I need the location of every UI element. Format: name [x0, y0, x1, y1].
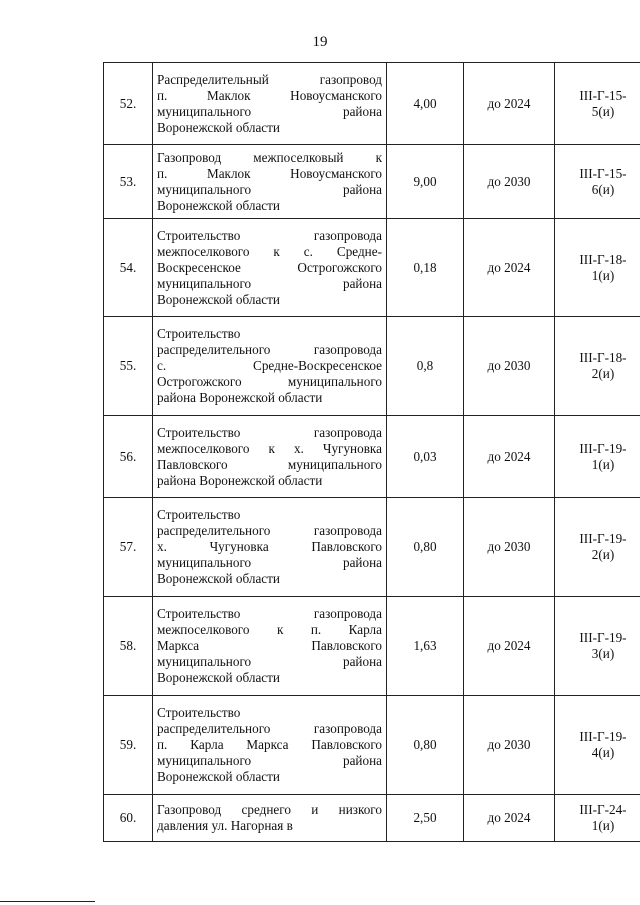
description-line: п. Маклок Новоусманского	[157, 87, 382, 103]
row-code	[555, 416, 640, 498]
row-value: 1,63	[387, 597, 464, 696]
description-line: распределительного газопровода	[157, 523, 382, 538]
table-row	[104, 317, 640, 416]
table-row	[104, 145, 640, 219]
row-deadline: до 2024	[464, 219, 555, 317]
row-number: 55.	[104, 317, 153, 416]
table-row	[104, 498, 640, 597]
row-value: 4,00	[387, 63, 464, 145]
description-line: Строительство	[157, 326, 241, 341]
description-line: межпоселкового к х. Чугуновка	[157, 440, 382, 456]
code-line: 5(и)	[591, 103, 615, 119]
code-line: III-Г-15-	[579, 165, 627, 181]
description-line: муниципального района	[157, 181, 382, 197]
description-line: Газопровод среднего и низкого	[157, 802, 382, 817]
row-description	[153, 795, 387, 842]
code-line: 2(и)	[591, 366, 615, 381]
code-line: 3(и)	[591, 646, 615, 661]
table-body	[104, 63, 640, 842]
description-line: межпоселкового к п. Карла	[157, 622, 382, 637]
row-number: 52.	[104, 63, 153, 145]
row-description	[153, 696, 387, 795]
row-code	[555, 63, 640, 145]
description-line: Воронежской области	[157, 119, 280, 135]
description-line: района Воронежской области	[157, 472, 323, 488]
description-line: района Воронежской области	[157, 390, 323, 405]
description-line: Воронежской области	[157, 670, 280, 685]
row-number: 60.	[104, 795, 153, 842]
row-deadline: до 2024	[464, 416, 555, 498]
description-line: Воронежской области	[157, 769, 280, 784]
description-line: Острогожского муниципального	[157, 374, 382, 389]
row-description	[153, 63, 387, 145]
table-row	[104, 597, 640, 696]
code-line: III-Г-18-	[579, 251, 627, 267]
row-description	[153, 317, 387, 416]
description-line: с. Средне-Воскресенское	[157, 358, 382, 373]
row-number: 57.	[104, 498, 153, 597]
row-description	[153, 498, 387, 597]
description-line: распределительного газопровода	[157, 721, 382, 736]
row-deadline: до 2030	[464, 145, 555, 219]
description-line: Строительство	[157, 705, 241, 720]
row-deadline: до 2024	[464, 597, 555, 696]
description-line: Строительство газопровода	[157, 606, 382, 621]
row-value: 0,80	[387, 498, 464, 597]
description-line: Воронежской области	[157, 571, 280, 586]
description-line: Павловского муниципального	[157, 456, 382, 472]
description-line: Газопровод межпоселковый к	[157, 149, 382, 165]
description-line: муниципального района	[157, 555, 382, 570]
row-value: 0,18	[387, 219, 464, 317]
code-line: III-Г-19-	[579, 531, 627, 546]
description-line: Строительство газопровода	[157, 424, 382, 440]
code-line: III-Г-19-	[579, 440, 627, 456]
code-line: III-Г-15-	[579, 87, 627, 103]
code-line: III-Г-24-	[579, 802, 627, 817]
code-line: III-Г-19-	[579, 630, 627, 645]
description-line: муниципального района	[157, 275, 382, 291]
code-line: 1(и)	[591, 456, 615, 472]
row-code	[555, 597, 640, 696]
row-value: 2,50	[387, 795, 464, 842]
row-code	[555, 795, 640, 842]
code-line: 6(и)	[591, 181, 615, 197]
row-code	[555, 317, 640, 416]
row-deadline: до 2030	[464, 498, 555, 597]
description-line: муниципального района	[157, 654, 382, 669]
code-line: III-Г-18-	[579, 350, 627, 365]
description-line: Строительство газопровода	[157, 227, 382, 243]
row-deadline: до 2030	[464, 317, 555, 416]
row-code	[555, 219, 640, 317]
code-line: 1(и)	[591, 818, 615, 833]
code-line: III-Г-19-	[579, 729, 627, 744]
description-line: Воронежской области	[157, 197, 280, 213]
description-line: муниципального района	[157, 103, 382, 119]
row-description	[153, 416, 387, 498]
row-description	[153, 219, 387, 317]
table-row	[104, 219, 640, 317]
description-line: распределительного газопровода	[157, 342, 382, 357]
row-deadline: до 2030	[464, 696, 555, 795]
row-deadline: до 2024	[464, 63, 555, 145]
description-line: муниципального района	[157, 753, 382, 768]
row-code	[555, 498, 640, 597]
row-number: 56.	[104, 416, 153, 498]
document-table	[103, 62, 640, 842]
row-number: 58.	[104, 597, 153, 696]
row-value: 0,80	[387, 696, 464, 795]
description-line: х. Чугуновка Павловского	[157, 539, 382, 554]
code-line: 4(и)	[591, 745, 615, 760]
table-row	[104, 795, 640, 842]
row-code	[555, 696, 640, 795]
row-code	[555, 145, 640, 219]
page-number: 19	[312, 34, 328, 50]
description-line: Воронежской области	[157, 291, 280, 307]
row-number: 59.	[104, 696, 153, 795]
table-row	[104, 416, 640, 498]
table-row	[104, 696, 640, 795]
description-line: Распределительный газопровод	[157, 71, 382, 87]
row-description	[153, 597, 387, 696]
code-line: 2(и)	[591, 547, 615, 562]
row-value: 0,03	[387, 416, 464, 498]
row-number: 54.	[104, 219, 153, 317]
description-line: давления ул. Нагорная в	[157, 818, 293, 833]
row-deadline: до 2024	[464, 795, 555, 842]
description-line: п. Карла Маркса Павловского	[157, 737, 382, 752]
description-line: Строительство	[157, 507, 241, 522]
row-description	[153, 145, 387, 219]
table-row	[104, 63, 640, 145]
row-value: 9,00	[387, 145, 464, 219]
description-line: п. Маклок Новоусманского	[157, 165, 382, 181]
row-value: 0,8	[387, 317, 464, 416]
description-line: Маркса Павловского	[157, 638, 382, 653]
description-line: межпоселкового к с. Средне-	[157, 243, 382, 259]
footnote-divider	[0, 901, 95, 902]
description-line: Воскресенское Острогожского	[157, 259, 382, 275]
row-number: 53.	[104, 145, 153, 219]
code-line: 1(и)	[591, 267, 615, 283]
